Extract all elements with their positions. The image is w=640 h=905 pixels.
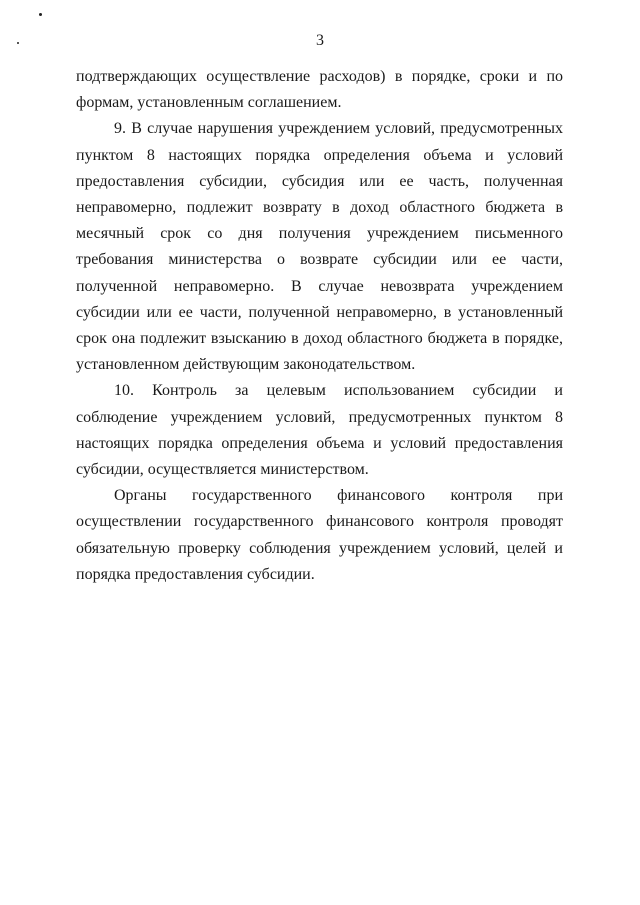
paragraph-clause-10: 10. Контроль за целевым использованием субсидии и соблюдение учреждением условий, предусмотренных пунктом 8 настоящих порядка определения объема и условий предоставления субсидии, осуществляется министерством. bbox=[76, 382, 563, 479]
scan-speck bbox=[39, 13, 42, 16]
paragraph-continuation: подтверждающих осуществление расходов) в порядке, сроки и по формам, установленным соглашением. bbox=[76, 68, 563, 112]
page-number: 3 bbox=[316, 32, 324, 49]
paragraph-state-control: Органы государственного финансового контроля при осуществлении государственного финансового контроля проводят обязательную проверку соблюдения учреждением условий, целей и порядка предоставления субсидии. bbox=[76, 487, 563, 583]
paragraph-clause-9: 9. В случае нарушения учреждением условий, предусмотренных пунктом 8 настоящих порядка определения объема и условий предоставления субсидии, субсидия или ее часть, полученная неправомерно, подлежит возврату в доход областного бюджета в месячный срок со дня получения учреждением письменного требования министерства о возврате субсидии или ее части, полученной неправомерно. В случае невозврата учреждением субсидии или ее части, полученной неправомерно, в установленный срок она подлежит взысканию в доход областного бюджета в порядке, установленном действующим законодательством. bbox=[76, 120, 563, 374]
document-body bbox=[76, 64, 563, 588]
